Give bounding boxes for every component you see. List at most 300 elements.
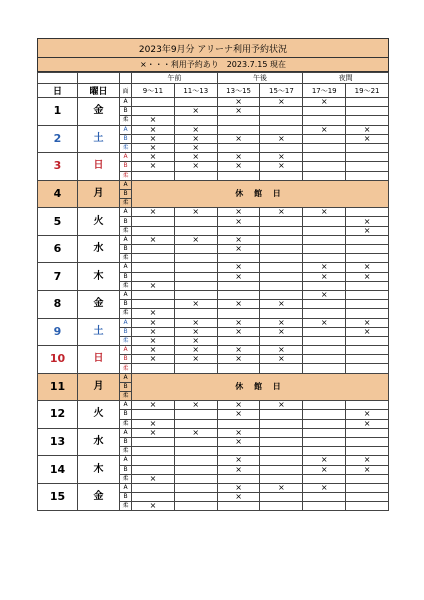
slot-cell (346, 116, 389, 125)
table-row (38, 428, 389, 437)
slot-cell (132, 171, 175, 180)
surface-label: A (120, 125, 132, 134)
surface-label: 柔 (120, 364, 132, 373)
slot-cell: × (260, 162, 303, 171)
table-body (38, 98, 389, 511)
table-row (38, 98, 389, 107)
slot-cell (174, 483, 217, 492)
slot-cell (346, 502, 389, 511)
surface-label: A (120, 263, 132, 272)
surface-label: A (120, 180, 132, 189)
day-of-week: 火 (78, 401, 120, 429)
slot-cell (303, 153, 346, 162)
surface-label: 柔 (120, 281, 132, 290)
slot-cell: × (217, 153, 260, 162)
slot-cell (303, 474, 346, 483)
slot-cell: × (260, 300, 303, 309)
slot-cell: × (217, 134, 260, 143)
day-number: 12 (38, 401, 78, 429)
slot-cell: × (260, 153, 303, 162)
slot-cell (217, 502, 260, 511)
slot-cell: × (260, 318, 303, 327)
closed-notice: 休 館 日 (132, 180, 389, 208)
slot-cell: × (346, 456, 389, 465)
slot-cell (346, 493, 389, 502)
slot-cell: × (217, 410, 260, 419)
slot-cell (174, 447, 217, 456)
slot-cell (303, 171, 346, 180)
slot-cell (260, 364, 303, 373)
slot-cell (303, 217, 346, 226)
slot-cell (132, 483, 175, 492)
surface-label: A (120, 456, 132, 465)
slot-cell: × (346, 125, 389, 134)
surface-label: B (120, 493, 132, 502)
slot-cell: × (132, 474, 175, 483)
slot-cell (346, 428, 389, 437)
slot-cell (174, 456, 217, 465)
surface-label: A (120, 373, 132, 382)
slot-cell: × (217, 428, 260, 437)
surface-header: 面 (120, 84, 132, 98)
surface-label: B (120, 300, 132, 309)
slot-cell (346, 171, 389, 180)
table-row (38, 153, 389, 162)
surface-label: 柔 (120, 199, 132, 208)
surface-label: A (120, 318, 132, 327)
slot-cell (303, 134, 346, 143)
surface-label: B (120, 382, 132, 391)
surface-label: A (120, 98, 132, 107)
slot-cell (132, 245, 175, 254)
slot-cell: × (346, 327, 389, 336)
slot-cell (132, 226, 175, 235)
day-number: 15 (38, 483, 78, 511)
slot-cell (303, 162, 346, 171)
slot-cell: × (217, 263, 260, 272)
slot-header: 9～11 (132, 84, 175, 98)
slot-cell: × (174, 318, 217, 327)
day-of-week: 金 (78, 98, 120, 126)
slot-cell: × (303, 125, 346, 134)
slot-cell: × (217, 245, 260, 254)
day-number: 6 (38, 235, 78, 263)
surface-label: 柔 (120, 336, 132, 345)
day-of-week: 月 (78, 373, 120, 401)
surface-label: B (120, 162, 132, 171)
slot-cell (346, 336, 389, 345)
slot-cell (260, 245, 303, 254)
slot-cell: × (132, 327, 175, 336)
slot-cell (217, 309, 260, 318)
slot-cell (217, 125, 260, 134)
slot-cell: × (217, 437, 260, 446)
slot-cell: × (217, 483, 260, 492)
slot-cell (217, 171, 260, 180)
slot-header: 15～17 (260, 84, 303, 98)
surface-label: 柔 (120, 502, 132, 511)
slot-cell (174, 364, 217, 373)
slot-cell: × (346, 419, 389, 428)
slot-cell: × (132, 309, 175, 318)
slot-header: 13～15 (217, 84, 260, 98)
table-row (38, 483, 389, 492)
slot-cell: × (132, 428, 175, 437)
slot-cell: × (174, 336, 217, 345)
slot-cell (260, 263, 303, 272)
slot-cell: × (260, 327, 303, 336)
slot-cell (217, 226, 260, 235)
day-number: 13 (38, 428, 78, 456)
slot-cell: × (217, 235, 260, 244)
slot-cell: × (303, 98, 346, 107)
slot-cell (346, 281, 389, 290)
day-of-week: 土 (78, 125, 120, 153)
day-header: 日 (38, 84, 78, 98)
surface-label: A (120, 401, 132, 410)
slot-cell (303, 107, 346, 116)
slot-cell (132, 364, 175, 373)
slot-cell: × (174, 428, 217, 437)
surface-label: A (120, 235, 132, 244)
slot-cell (303, 346, 346, 355)
slot-cell (132, 217, 175, 226)
surface-label: 柔 (120, 447, 132, 456)
slot-cell: × (346, 263, 389, 272)
day-number: 4 (38, 180, 78, 208)
slot-cell (174, 493, 217, 502)
slot-cell (174, 465, 217, 474)
slot-cell: × (174, 346, 217, 355)
slot-cell (260, 456, 303, 465)
day-of-week: 日 (78, 153, 120, 181)
slot-cell: × (346, 410, 389, 419)
slot-cell (260, 502, 303, 511)
slot-cell: × (132, 355, 175, 364)
surface-label: 柔 (120, 474, 132, 483)
slot-cell: × (303, 208, 346, 217)
slot-cell: × (303, 263, 346, 272)
slot-cell: × (217, 98, 260, 107)
slot-cell (346, 162, 389, 171)
slot-cell (174, 263, 217, 272)
slot-cell: × (260, 98, 303, 107)
afternoon-header: 午後 (217, 73, 303, 84)
table-row (38, 373, 389, 382)
closed-notice: 休 館 日 (132, 373, 389, 401)
surface-label: 柔 (120, 143, 132, 152)
surface-label: 柔 (120, 226, 132, 235)
slot-cell: × (174, 162, 217, 171)
slot-cell: × (217, 208, 260, 217)
slot-cell: × (346, 465, 389, 474)
slot-header: 19～21 (346, 84, 389, 98)
slot-cell (132, 465, 175, 474)
slot-cell: × (217, 456, 260, 465)
slot-cell (303, 437, 346, 446)
slot-cell: × (174, 401, 217, 410)
slot-cell: × (346, 217, 389, 226)
slot-cell (260, 428, 303, 437)
slot-cell (303, 327, 346, 336)
surface-label: B (120, 245, 132, 254)
slot-cell: × (303, 456, 346, 465)
slot-cell (174, 116, 217, 125)
day-of-week: 水 (78, 235, 120, 263)
slot-cell (303, 143, 346, 152)
slot-cell: × (303, 290, 346, 299)
slot-cell: × (132, 134, 175, 143)
slot-cell: × (132, 162, 175, 171)
slot-cell (303, 245, 346, 254)
day-number: 3 (38, 153, 78, 181)
slot-cell: × (174, 355, 217, 364)
slot-cell: × (346, 226, 389, 235)
slot-cell (174, 226, 217, 235)
slot-cell (260, 447, 303, 456)
slot-cell (260, 171, 303, 180)
day-number: 2 (38, 125, 78, 153)
surface-label: B (120, 465, 132, 474)
day-number: 8 (38, 290, 78, 318)
table-row (38, 263, 389, 272)
table-row (38, 456, 389, 465)
surface-label: 柔 (120, 419, 132, 428)
slot-cell: × (132, 116, 175, 125)
slot-cell: × (217, 355, 260, 364)
slot-cell: × (217, 162, 260, 171)
slot-cell (260, 125, 303, 134)
slot-header: 11～13 (174, 84, 217, 98)
slot-cell (260, 281, 303, 290)
slot-cell (303, 300, 346, 309)
slot-cell (132, 437, 175, 446)
surface-label: B (120, 355, 132, 364)
period-header-row (38, 73, 389, 84)
slot-cell (346, 235, 389, 244)
table-row (38, 235, 389, 244)
slot-header-row (38, 84, 389, 98)
day-number: 14 (38, 456, 78, 484)
surface-label: B (120, 107, 132, 116)
surface-label: B (120, 327, 132, 336)
slot-cell: × (174, 300, 217, 309)
slot-cell: × (132, 208, 175, 217)
night-header: 夜間 (303, 73, 389, 84)
slot-cell: × (217, 346, 260, 355)
slot-cell: × (174, 153, 217, 162)
table-row (38, 346, 389, 355)
dow-header: 曜日 (78, 84, 120, 98)
subtitle-bar (37, 57, 389, 72)
slot-cell (346, 290, 389, 299)
slot-cell (132, 456, 175, 465)
slot-cell: × (303, 272, 346, 281)
slot-cell (174, 217, 217, 226)
slot-cell: × (217, 217, 260, 226)
day-of-week: 火 (78, 208, 120, 236)
slot-cell (260, 217, 303, 226)
surface-label: B (120, 410, 132, 419)
slot-cell (260, 410, 303, 419)
slot-cell (260, 235, 303, 244)
slot-cell (346, 300, 389, 309)
slot-cell (303, 502, 346, 511)
day-number: 10 (38, 346, 78, 374)
slot-cell: × (346, 134, 389, 143)
slot-cell (303, 336, 346, 345)
surface-label: B (120, 134, 132, 143)
slot-cell (303, 410, 346, 419)
slot-cell (303, 116, 346, 125)
day-of-week: 木 (78, 263, 120, 291)
slot-cell (217, 419, 260, 428)
slot-cell (260, 474, 303, 483)
surface-label: A (120, 290, 132, 299)
slot-cell (346, 355, 389, 364)
slot-cell (303, 309, 346, 318)
slot-cell (174, 502, 217, 511)
slot-cell: × (174, 208, 217, 217)
slot-cell (260, 254, 303, 263)
slot-cell (346, 346, 389, 355)
surface-label: A (120, 346, 132, 355)
slot-cell (346, 483, 389, 492)
slot-cell (174, 410, 217, 419)
slot-cell (132, 272, 175, 281)
slot-cell (346, 153, 389, 162)
slot-cell (132, 263, 175, 272)
slot-cell (303, 364, 346, 373)
day-of-week: 金 (78, 290, 120, 318)
surface-label: B (120, 189, 132, 198)
slot-cell: × (346, 318, 389, 327)
slot-cell (303, 493, 346, 502)
slot-cell: × (132, 346, 175, 355)
slot-cell: × (260, 401, 303, 410)
slot-cell (260, 419, 303, 428)
table-row (38, 180, 389, 189)
slot-cell: × (132, 281, 175, 290)
slot-cell: × (132, 336, 175, 345)
slot-cell (174, 171, 217, 180)
slot-cell (132, 410, 175, 419)
slot-cell (174, 309, 217, 318)
surface-label: 柔 (120, 254, 132, 263)
slot-cell: × (174, 143, 217, 152)
slot-cell (303, 235, 346, 244)
surface-label: B (120, 437, 132, 446)
day-of-week: 月 (78, 180, 120, 208)
day-number: 9 (38, 318, 78, 346)
slot-cell (132, 98, 175, 107)
slot-cell: × (217, 272, 260, 281)
slot-cell: × (132, 235, 175, 244)
day-of-week: 土 (78, 318, 120, 346)
slot-cell (217, 474, 260, 483)
slot-cell (303, 401, 346, 410)
day-of-week: 木 (78, 456, 120, 484)
slot-cell: × (174, 327, 217, 336)
surface-label: 柔 (120, 309, 132, 318)
slot-cell: × (174, 107, 217, 116)
slot-cell (132, 254, 175, 263)
slot-cell: × (217, 318, 260, 327)
slot-cell (346, 437, 389, 446)
slot-cell (260, 116, 303, 125)
slot-cell (174, 419, 217, 428)
day-number: 1 (38, 98, 78, 126)
day-number: 5 (38, 208, 78, 236)
slot-cell (346, 474, 389, 483)
day-of-week: 金 (78, 483, 120, 511)
slot-cell (303, 355, 346, 364)
slot-cell: × (260, 208, 303, 217)
schedule-sheet (37, 38, 389, 511)
slot-cell (346, 107, 389, 116)
slot-cell (346, 208, 389, 217)
slot-cell: × (260, 346, 303, 355)
slot-cell (260, 493, 303, 502)
legend-text: ×・・・利用予約あり (140, 60, 219, 69)
slot-cell (303, 428, 346, 437)
table-row (38, 290, 389, 299)
slot-cell (346, 143, 389, 152)
slot-cell: × (132, 143, 175, 152)
slot-cell: × (217, 465, 260, 474)
table-row (38, 208, 389, 217)
slot-cell: × (132, 318, 175, 327)
slot-cell: × (217, 300, 260, 309)
slot-cell (260, 107, 303, 116)
slot-cell (260, 437, 303, 446)
slot-cell: × (303, 465, 346, 474)
slot-cell (346, 309, 389, 318)
slot-cell: × (346, 272, 389, 281)
as-of-date: 2023.7.15 現在 (226, 60, 286, 69)
slot-cell (174, 245, 217, 254)
surface-label: A (120, 483, 132, 492)
surface-label: A (120, 208, 132, 217)
slot-cell: × (132, 153, 175, 162)
slot-cell (303, 419, 346, 428)
slot-cell (217, 281, 260, 290)
slot-cell: × (132, 419, 175, 428)
slot-cell: × (132, 401, 175, 410)
surface-label: 柔 (120, 171, 132, 180)
table-row (38, 401, 389, 410)
surface-label: B (120, 217, 132, 226)
slot-cell: × (174, 125, 217, 134)
slot-cell: × (303, 318, 346, 327)
slot-cell: × (217, 493, 260, 502)
table-row (38, 125, 389, 134)
slot-cell (132, 447, 175, 456)
surface-label: B (120, 272, 132, 281)
slot-cell: × (132, 502, 175, 511)
slot-cell (346, 98, 389, 107)
slot-cell (174, 272, 217, 281)
slot-cell (174, 437, 217, 446)
slot-cell (346, 364, 389, 373)
slot-cell: × (132, 125, 175, 134)
reservation-table (37, 72, 389, 511)
slot-cell (260, 309, 303, 318)
slot-cell (217, 116, 260, 125)
slot-cell (174, 254, 217, 263)
day-number: 11 (38, 373, 78, 401)
slot-cell (174, 474, 217, 483)
